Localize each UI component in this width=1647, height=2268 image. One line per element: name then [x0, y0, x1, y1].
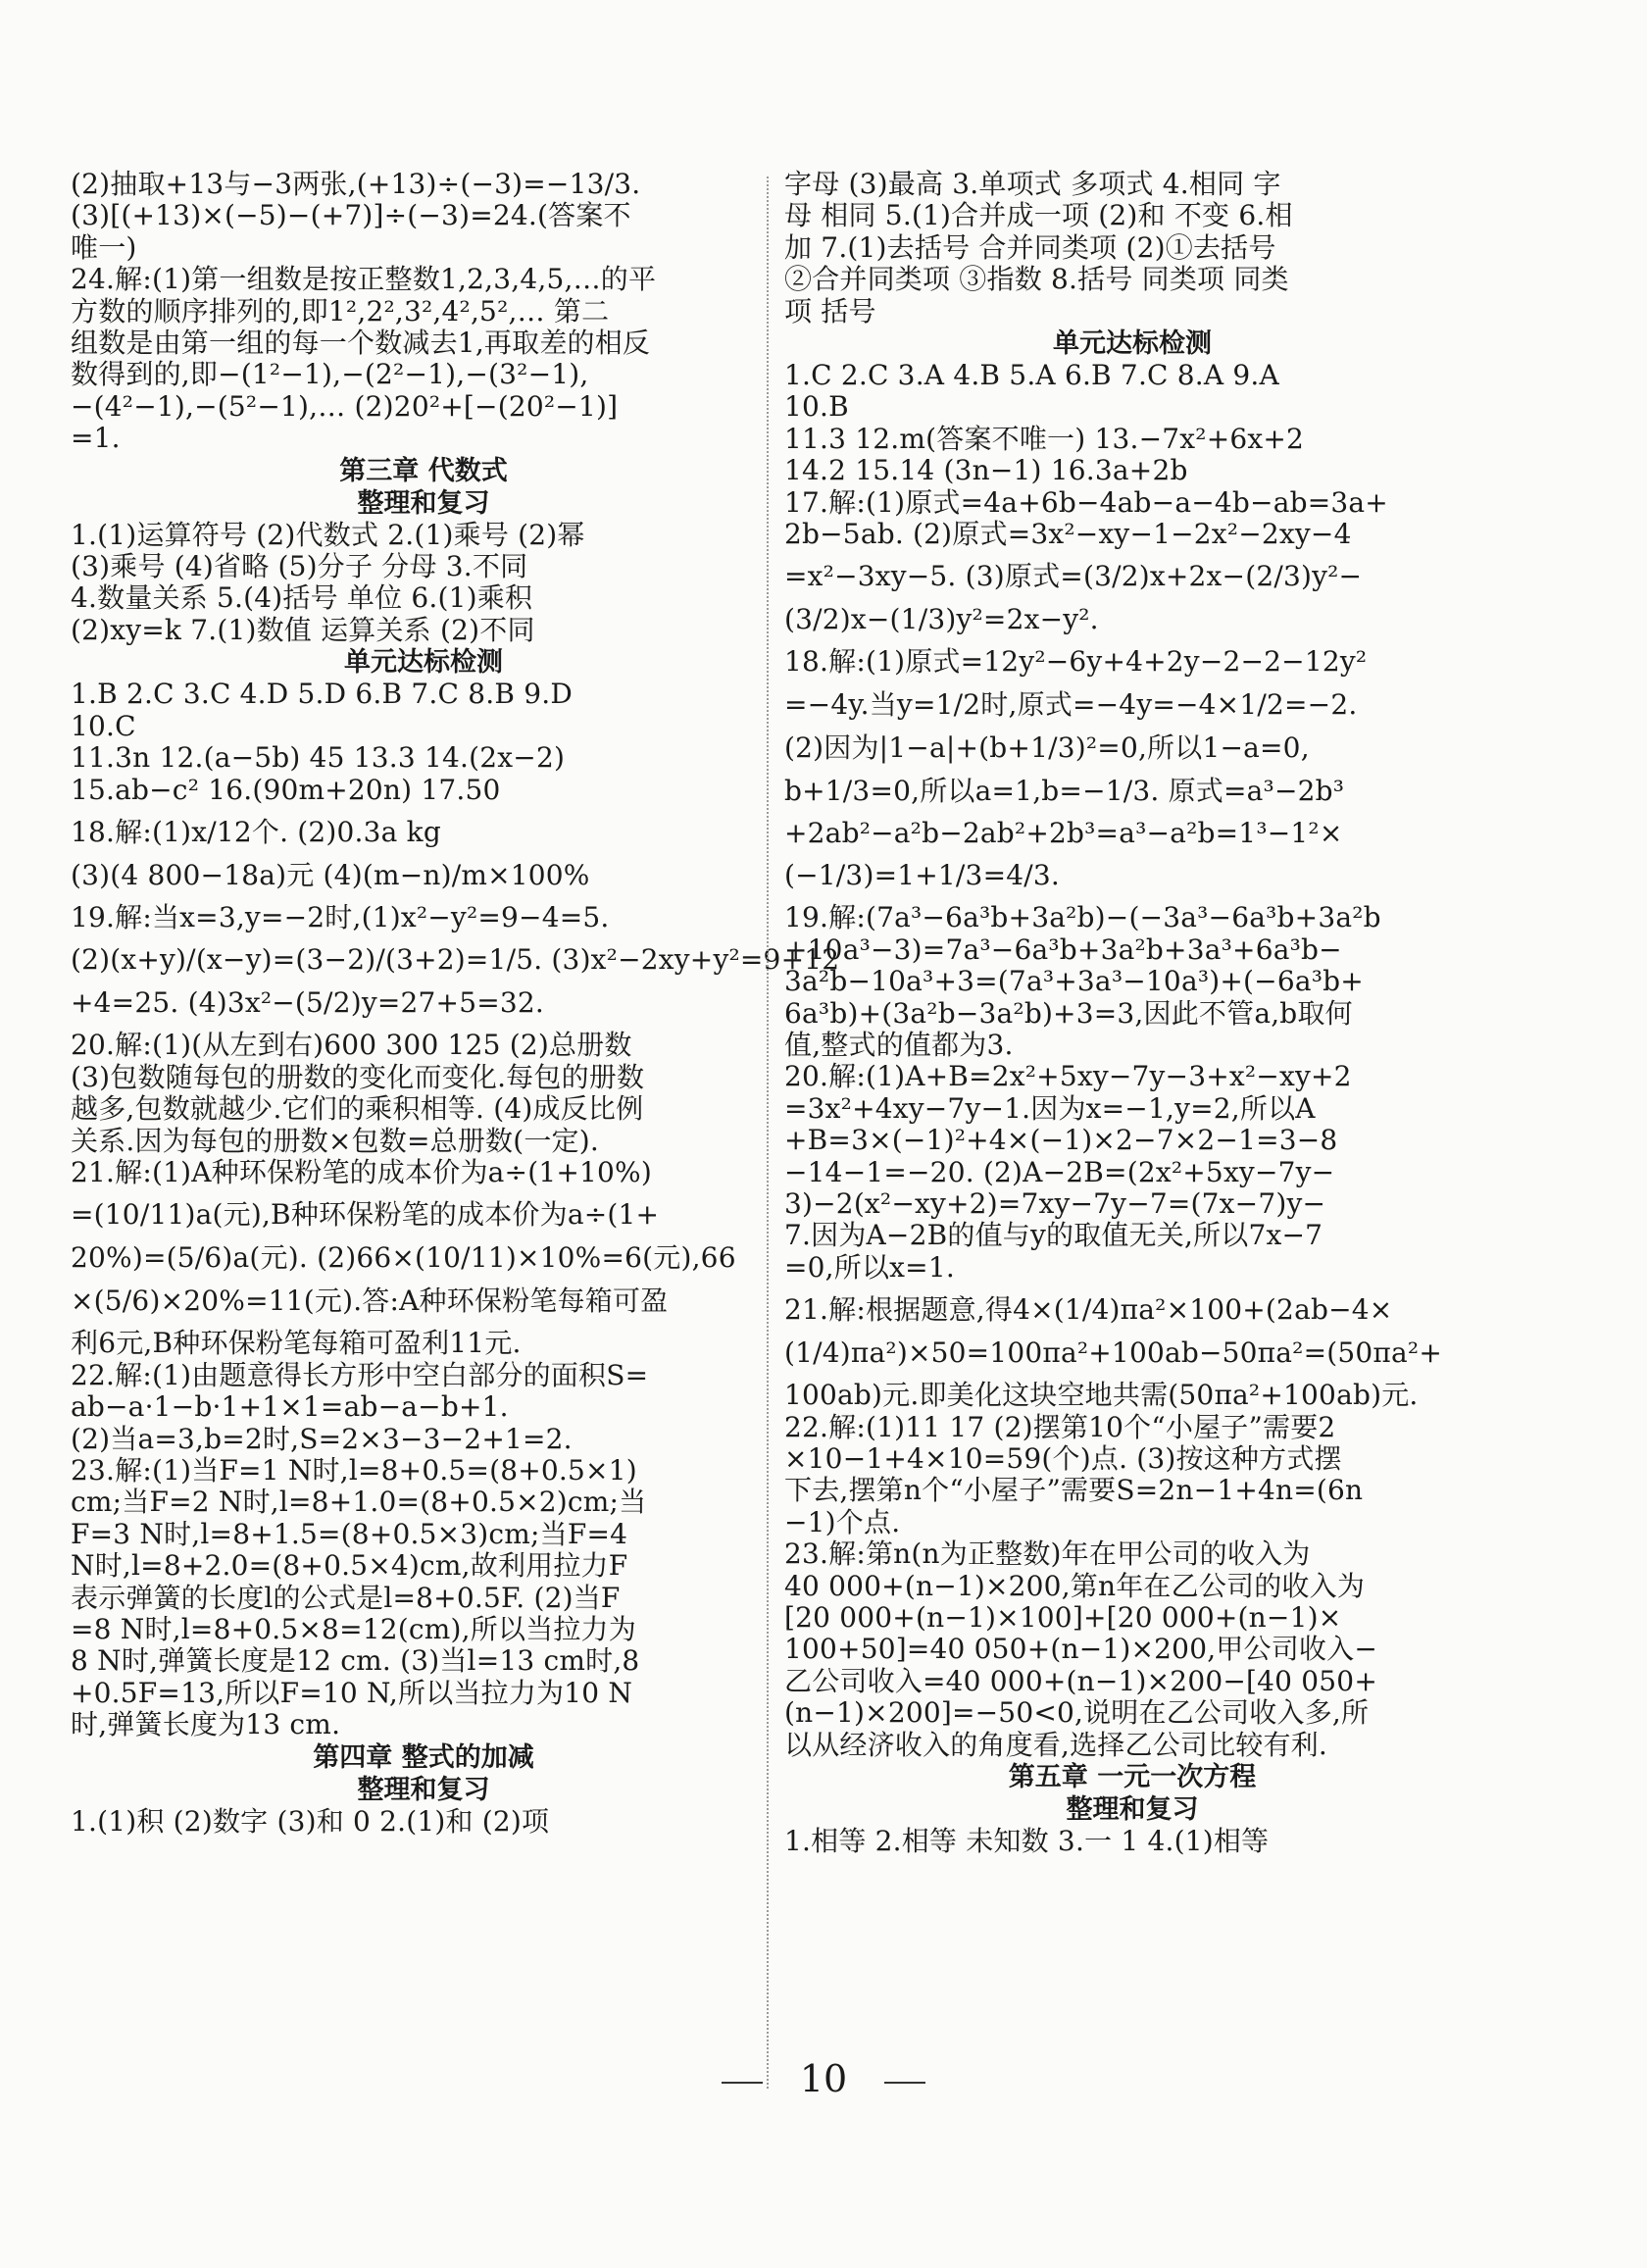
text-line: 1.B 2.C 3.C 4.D 5.D 6.B 7.C 8.B 9.D [71, 678, 573, 711]
text-line: −(4²−1),−(5²−1),… (2)20²+[−(20²−1)] [71, 389, 619, 423]
text-line: 3)−2(x²−xy+2)=7xy−7y−7=(7x−7)y− [784, 1186, 1326, 1220]
text-line: 20%)=(5/6)a(元). (2)66×(10/11)×10%=6(元),66 [71, 1241, 736, 1275]
section-heading: 第五章 一元一次方程 [1008, 1762, 1257, 1793]
text-line: (3)(4 800−18a)元 (4)(m−n)/m×100% [71, 858, 590, 891]
text-line: 以从经济收入的角度看,选择乙公司比较有利. [784, 1728, 1328, 1761]
text-line: 1.C 2.C 3.A 4.B 5.A 6.B 7.C 8.A 9.A [784, 359, 1279, 392]
text-line: 1.(1)运算符号 (2)代数式 2.(1)乘号 (2)幂 [71, 518, 585, 551]
text-line: 8 N时,弹簧长度是12 cm. (3)当l=13 cm时,8 [71, 1644, 640, 1678]
text-line: +2ab²−a²b−2ab²+2b³=a³−a²b=1³−1²× [784, 816, 1343, 849]
footer-dash-left [722, 2082, 763, 2084]
text-line: 值,整式的值都为3. [784, 1028, 1014, 1061]
text-line: 22.解:(1)11 17 (2)摆第10个“小屋子”需要2 [784, 1410, 1336, 1443]
text-line: (2)(x+y)/(x−y)=(3−2)/(3+2)=1/5. (3)x²−2xy+y²=9+12 [71, 943, 840, 977]
text-line: 3a²b−10a³+3=(7a³+3a³−10a³)+(−6a³b+ [784, 965, 1364, 998]
section-heading: 整理和复习 [357, 487, 490, 519]
section-heading: 单元达标检测 [344, 647, 503, 679]
text-line: 19.解:当x=3,y=−2时,(1)x²−y²=9−4=5. [71, 900, 610, 933]
text-line: 乙公司收入=40 000+(n−1)×200−[40 050+ [784, 1664, 1377, 1697]
section-heading: 第四章 整式的加减 [313, 1741, 534, 1773]
text-line: 23.解:第n(n为正整数)年在甲公司的收入为 [784, 1537, 1311, 1571]
section-heading: 整理和复习 [1066, 1794, 1199, 1826]
text-line: 时,弹簧长度为13 cm. [71, 1708, 341, 1741]
section-heading: 整理和复习 [357, 1774, 490, 1805]
text-line: (3)包数随每包的册数的变化而变化.每包的册数 [71, 1060, 645, 1093]
text-line: 1.(1)积 (2)数字 (3)和 0 2.(1)和 (2)项 [71, 1804, 550, 1838]
text-line: 7.因为A−2B的值与y的取值无关,所以7x−7 [784, 1219, 1323, 1252]
text-line: 17.解:(1)原式=4a+6b−4ab−a−4b−ab=3a+ [784, 485, 1388, 519]
text-line: 项 括号 [784, 294, 876, 328]
text-line: ×10−1+4×10=59(个)点. (3)按这种方式摆 [784, 1441, 1342, 1475]
section-heading: 单元达标检测 [1053, 328, 1212, 360]
text-line: 越多,包数就越少.它们的乘积相等. (4)成反比例 [71, 1092, 644, 1126]
text-line: 唯一) [71, 230, 137, 264]
right-column [784, 169, 1480, 1857]
text-line: [20 000+(n−1)×100]+[20 000+(n−1)× [784, 1601, 1342, 1634]
text-line: +4=25. (4)3x²−(5/2)y=27+5=32. [71, 986, 545, 1020]
text-line: 15.ab−c² 16.(90m+20n) 17.50 [71, 773, 501, 806]
text-line: 表示弹簧的长度l的公式是l=8+0.5F. (2)当F [71, 1581, 621, 1614]
text-line: (2)当a=3,b=2时,S=2×3−3−2+1=2. [71, 1422, 573, 1455]
text-line: =3x²+4xy−7y−1.因为x=−1,y=2,所以A [784, 1091, 1316, 1125]
text-line: 1.相等 2.相等 未知数 3.一 1 4.(1)相等 [784, 1825, 1270, 1858]
text-line: (2)抽取+13与−3两张,(+13)÷(−3)=−13/3. [71, 168, 641, 200]
text-line: 2b−5ab. (2)原式=3x²−xy−1−2x²−2xy−4 [784, 518, 1352, 551]
text-line: =1. [71, 422, 121, 455]
text-line: (3/2)x−(1/3)y²=2x−y². [784, 603, 1099, 636]
text-line: +B=3×(−1)²+4×(−1)×2−7×2−1=3−8 [784, 1124, 1338, 1157]
text-line: 加 7.(1)去括号 合并同类项 (2)①去括号 [784, 230, 1276, 264]
text-line: 6a³b)+(3a²b−3a²b)+3=3,因此不管a,b取何 [784, 996, 1353, 1030]
text-line: =−4y.当y=1/2时,原式=−4y=−4×1/2=−2. [784, 687, 1358, 721]
footer-dash-right [884, 2082, 925, 2084]
text-line: 22.解:(1)由题意得长方形中空白部分的面积S= [71, 1358, 649, 1391]
text-line: (3)乘号 (4)省略 (5)分子 分母 3.不同 [71, 550, 528, 583]
text-line: −14−1=−20. (2)A−2B=(2x²+5xy−7y− [784, 1155, 1335, 1188]
text-line: 母 相同 5.(1)合并成一项 (2)和 不变 6.相 [784, 199, 1293, 232]
text-line: 18.解:(1)x/12个. (2)0.3a kg [71, 815, 441, 848]
text-line: (n−1)×200]=−50<0,说明在乙公司收入多,所 [784, 1696, 1370, 1730]
text-line: 40 000+(n−1)×200,第n年在乙公司的收入为 [784, 1569, 1366, 1602]
text-line: 100+50]=40 050+(n−1)×200,甲公司收入− [784, 1633, 1377, 1666]
text-line: =8 N时,l=8+0.5×8=12(cm),所以当拉力为 [71, 1613, 636, 1645]
text-line: +10a³−3)=7a³−6a³b+3a²b+3a³+6a³b− [784, 932, 1342, 966]
text-line: −1)个点. [784, 1505, 901, 1538]
text-line: (1/4)πa²)×50=100πa²+100ab−50πa²=(50πa²+ [784, 1336, 1442, 1370]
text-line: 4.数量关系 5.(4)括号 单位 6.(1)乘积 [71, 581, 533, 615]
page-number: 10 [799, 2057, 848, 2100]
text-line: 10.C [71, 709, 136, 742]
text-line: ×(5/6)×20%=11(元).答:A种环保粉笔每箱可盈 [71, 1285, 669, 1318]
text-line: 19.解:(7a³−6a³b+3a²b)−(−3a³−6a³b+3a²b [784, 901, 1381, 934]
text-line: 利6元,B种环保粉笔每箱可盈利11元. [71, 1327, 522, 1360]
text-line: 20.解:(1)(从左到右)600 300 125 (2)总册数 [71, 1029, 632, 1062]
text-line: 20.解:(1)A+B=2x²+5xy−7y−3+x²−xy+2 [784, 1060, 1352, 1093]
text-line: 11.3n 12.(a−5b) 45 13.3 14.(2x−2) [71, 741, 566, 775]
text-line: =0,所以x=1. [784, 1250, 955, 1284]
section-heading: 第三章 代数式 [339, 455, 508, 486]
text-line: b+1/3=0,所以a=1,b=−1/3. 原式=a³−2b³ [784, 774, 1345, 807]
text-line: ②合并同类项 ③指数 8.括号 同类项 同类 [784, 263, 1289, 296]
text-line: 21.解:根据题意,得4×(1/4)πa²×100+(2ab−4× [784, 1293, 1393, 1327]
text-line: 100ab)元.即美化这块空地共需(50πa²+100ab)元. [784, 1379, 1419, 1412]
text-line: =x²−3xy−5. (3)原式=(3/2)x+2x−(2/3)y²− [784, 560, 1363, 593]
column-divider [767, 176, 770, 2089]
text-line: 组数是由第一组的每一个数减去1,再取差的相反 [71, 327, 651, 360]
text-line: 关系.因为每包的册数×包数=总册数(一定). [71, 1124, 599, 1157]
text-line: (2)xy=k 7.(1)数值 运算关系 (2)不同 [71, 613, 535, 646]
page-footer [0, 2057, 1647, 2100]
text-line: 21.解:(1)A种环保粉笔的成本价为a÷(1+10%) [71, 1155, 652, 1188]
text-line: F=3 N时,l=8+1.5=(8+0.5×3)cm;当F=4 [71, 1517, 628, 1550]
text-line: 10.B [784, 390, 849, 424]
text-line: (3)[(+13)×(−5)−(+7)]÷(−3)=24.(答案不 [71, 199, 631, 232]
text-line: 23.解:(1)当F=1 N时,l=8+0.5=(8+0.5×1) [71, 1453, 637, 1487]
text-line: 下去,摆第n个“小屋子”需要S=2n−1+4n=(6n [784, 1474, 1364, 1507]
text-line: 字母 (3)最高 3.单项式 多项式 4.相同 字 [784, 168, 1281, 200]
text-line: ab−a·1−b·1+1×1=ab−a−b+1. [71, 1390, 509, 1424]
text-line: (2)因为|1−a|+(b+1/3)²=0,所以1−a=0, [784, 731, 1310, 764]
text-line: 数得到的,即−(1²−1),−(2²−1),−(3²−1), [71, 358, 589, 391]
text-line: +0.5F=13,所以F=10 N,所以当拉力为10 N [71, 1676, 633, 1709]
text-line: (−1/3)=1+1/3=4/3. [784, 859, 1060, 892]
text-line: 14.2 15.14 (3n−1) 16.3a+2b [784, 454, 1188, 487]
text-line: 方数的顺序排列的,即1²,2²,3²,4²,5²,… 第二 [71, 294, 610, 328]
text-line: 18.解:(1)原式=12y²−6y+4+2y−2−2−12y² [784, 645, 1368, 679]
text-line: N时,l=8+2.0=(8+0.5×4)cm,故利用拉力F [71, 1549, 628, 1583]
text-line: 24.解:(1)第一组数是按正整数1,2,3,4,5,…的平 [71, 263, 657, 296]
text-line: cm;当F=2 N时,l=8+1.0=(8+0.5×2)cm;当 [71, 1486, 647, 1519]
text-line: 11.3 12.m(答案不唯一) 13.−7x²+6x+2 [784, 422, 1305, 455]
text-line: =(10/11)a(元),B种环保粉笔的成本价为a÷(1+ [71, 1198, 660, 1232]
